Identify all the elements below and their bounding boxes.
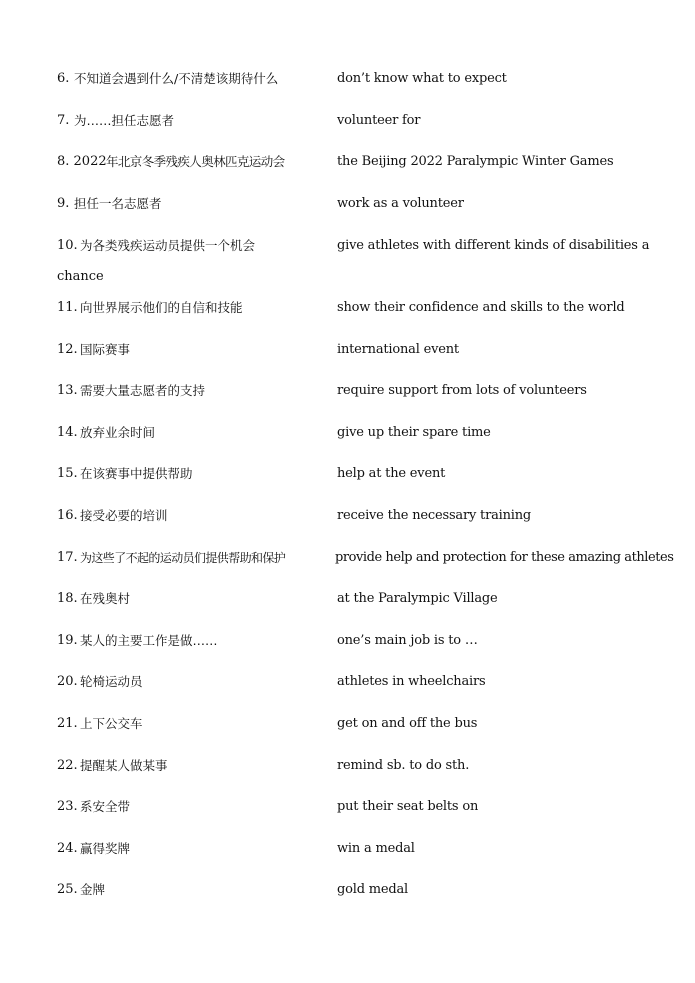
item-number: 18.	[57, 591, 78, 606]
chinese-phrase: 系安全带	[80, 799, 131, 814]
item-number: 6.	[57, 71, 70, 86]
chinese-phrase: 在残奥村	[80, 591, 131, 606]
item-number: 11.	[57, 300, 78, 315]
chinese-phrase: 需要大量志愿者的支持	[80, 383, 206, 398]
list-item	[0, 715, 695, 741]
list-item	[0, 341, 695, 367]
chinese-phrase: 金牌	[80, 882, 106, 897]
list-item	[0, 465, 695, 491]
list-item	[0, 632, 695, 658]
item-number: 14.	[57, 425, 78, 440]
list-item	[0, 757, 695, 783]
english-phrase: show their confidence and skills to the world	[337, 300, 625, 315]
english-phrase: help at the event	[337, 466, 446, 481]
item-number: 12.	[57, 342, 78, 357]
chinese-phrase: 为这些了不起的运动员们提供帮助和保护	[80, 551, 286, 565]
english-phrase: remind sb. to do sth.	[337, 758, 470, 773]
english-phrase: get on and off the bus	[337, 716, 478, 731]
english-phrase: work as a volunteer	[337, 196, 464, 211]
list-item	[0, 382, 695, 408]
list-item	[0, 70, 695, 96]
english-phrase: athletes in wheelchairs	[337, 674, 486, 689]
list-item	[0, 112, 695, 138]
english-phrase: give up their spare time	[337, 425, 491, 440]
english-phrase: give athletes with different kinds of disabilities a	[337, 238, 650, 253]
list-item	[0, 798, 695, 824]
chinese-phrase: 国际赛事	[80, 342, 131, 357]
english-phrase: volunteer for	[337, 113, 421, 128]
chinese-phrase: 为各类残疾运动员提供一个机会	[80, 238, 256, 253]
item-number: 19.	[57, 633, 78, 648]
chinese-phrase: 赢得奖牌	[80, 841, 131, 856]
item-number: 10.	[57, 238, 78, 253]
item-number: 7.	[57, 113, 70, 128]
english-phrase: win a medal	[337, 841, 415, 856]
english-phrase: one’s main job is to …	[337, 633, 478, 648]
chinese-phrase: 接受必要的培训	[80, 508, 168, 523]
item-number: 17.	[57, 550, 78, 565]
english-phrase: international event	[337, 342, 459, 357]
chinese-phrase: 不知道会遇到什么/不清楚该期待什么	[74, 71, 279, 86]
list-item	[0, 299, 695, 325]
english-phrase-continuation: chance	[57, 269, 104, 284]
item-number: 24.	[57, 841, 78, 856]
item-number: 16.	[57, 508, 78, 523]
chinese-phrase: 向世界展示他们的自信和技能	[80, 300, 243, 315]
english-phrase: require support from lots of volunteers	[337, 383, 587, 398]
list-item	[0, 507, 695, 533]
item-number: 23.	[57, 799, 78, 814]
english-phrase: provide help and protection for these amazing athletes	[335, 550, 674, 565]
chinese-phrase: 上下公交车	[80, 716, 143, 731]
list-item	[0, 195, 695, 221]
item-number: 8. 2022	[57, 154, 107, 169]
item-number: 22.	[57, 758, 78, 773]
chinese-phrase: 提醒某人做某事	[80, 758, 168, 773]
english-phrase: put their seat belts on	[337, 799, 479, 814]
item-number: 20.	[57, 674, 78, 689]
chinese-phrase: 在该赛事中提供帮助	[80, 466, 193, 481]
english-phrase: at the Paralympic Village	[337, 591, 498, 606]
chinese-phrase: 轮椅运动员	[80, 674, 143, 689]
item-number: 9.	[57, 196, 70, 211]
english-phrase: the Beijing 2022 Paralympic Winter Games	[337, 154, 614, 169]
list-item	[0, 153, 695, 179]
list-item	[0, 237, 695, 289]
list-item	[0, 840, 695, 866]
item-number: 13.	[57, 383, 78, 398]
chinese-phrase: 为……担任志愿者	[74, 113, 175, 128]
english-phrase: gold medal	[337, 882, 409, 897]
list-item	[0, 881, 695, 907]
item-number: 25.	[57, 882, 78, 897]
list-item	[0, 673, 695, 699]
list-item	[0, 590, 695, 616]
chinese-phrase: 放弃业余时间	[80, 425, 156, 440]
english-phrase: don’t know what to expect	[337, 71, 507, 86]
list-item	[0, 424, 695, 450]
chinese-phrase: 年北京冬季残疾人奥林匹克运动会	[106, 154, 285, 169]
item-number: 15.	[57, 466, 78, 481]
item-number: 21.	[57, 716, 78, 731]
list-item	[0, 549, 695, 575]
chinese-phrase: 担任一名志愿者	[74, 196, 162, 211]
english-phrase: receive the necessary training	[337, 508, 532, 523]
chinese-phrase: 某人的主要工作是做……	[80, 633, 218, 648]
